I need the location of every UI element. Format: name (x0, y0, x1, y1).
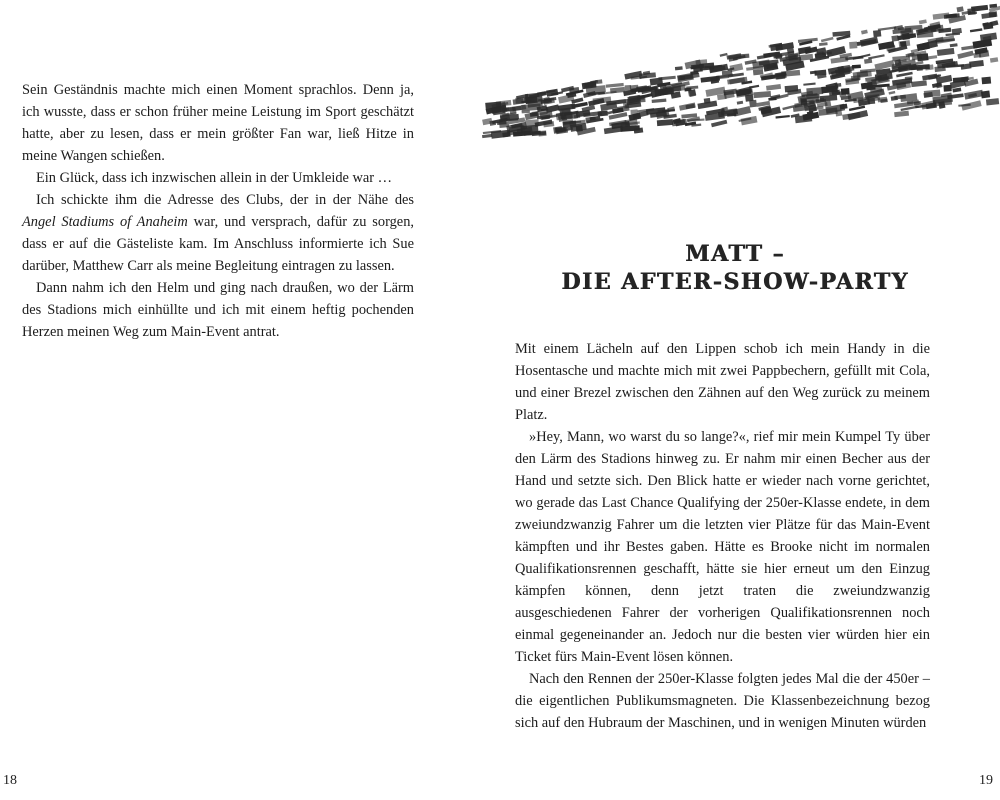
tire-track-mark (921, 100, 936, 109)
tire-track-mark (803, 83, 815, 86)
tire-track-mark (889, 91, 896, 95)
tire-track-mark (675, 66, 683, 70)
tire-track-decoration (462, 0, 1000, 185)
tire-track-mark (896, 72, 913, 78)
tire-track-mark (776, 115, 790, 119)
paragraph: Ein Glück, dass ich inzwischen allein in der Umkleide war … (36, 170, 393, 186)
tire-track-mark (864, 58, 872, 63)
tire-track-mark (546, 89, 558, 97)
tire-track-mark (952, 28, 962, 35)
tire-track-mark (892, 56, 910, 62)
tire-track-mark (499, 121, 509, 128)
tire-track-mark (841, 88, 850, 95)
italic-venue-name: Angel Stadiums of Anaheim (22, 214, 188, 230)
tire-track-mark (964, 90, 983, 100)
tire-track-mark (943, 85, 951, 92)
tire-track-mark (957, 6, 964, 12)
chapter-heading (520, 240, 950, 296)
tire-track-mark (969, 60, 984, 68)
page-number: 18 (3, 773, 17, 788)
tire-track-mark (916, 61, 924, 65)
tire-track-mark (482, 134, 492, 138)
tire-track-mark (957, 51, 973, 59)
tire-track-mark (967, 8, 975, 15)
tire-track-mark (981, 91, 990, 99)
right-page (500, 0, 1000, 800)
tire-track-mark (753, 91, 771, 98)
page-number: 19 (979, 773, 993, 788)
tire-track-mark (933, 13, 950, 20)
tire-track-mark (937, 48, 955, 56)
paragraph: Dann nahm ich den Helm und ging nach draußen, wo der Lärm des Stadions mich einhüllte und ich mit einem heftig pochenden Herzen meinen Weg zum Main-Event antrat. (22, 280, 414, 340)
tire-track-mark (849, 105, 865, 111)
chapter-title-line-2: DIE AFTER-SHOW-PARTY (561, 269, 909, 295)
tire-track-mark (938, 101, 945, 109)
tire-track-mark (990, 57, 998, 63)
tire-track-mark (894, 111, 909, 118)
tire-track-mark (820, 95, 838, 102)
tire-track-mark (819, 42, 828, 46)
tire-track-mark (607, 110, 615, 114)
tire-track-mark (513, 98, 524, 105)
tire-track-mark (911, 80, 927, 87)
tire-track-mark (814, 70, 826, 76)
tire-track-mark (730, 63, 744, 72)
paragraph-text: war, und versprach, dafür zu sorgen, dass er auf die Gästeliste kam. Im Anschluss informierte ich Sue darüber, Matthew Carr als meine Begleitung eintragen zu lassen. (22, 214, 414, 274)
tire-track-mark (806, 87, 823, 95)
tire-track-mark (630, 85, 639, 92)
tire-track-mark (917, 42, 931, 51)
tire-track-mark (982, 77, 992, 85)
tire-track-mark (970, 28, 983, 32)
tire-track-mark (657, 119, 673, 126)
tire-track-mark (766, 84, 781, 91)
paragraph: Nach den Rennen der 250er-Klasse folgten jedes Mal die der 450er – die eigentlichen Publikumsmagneten. Die Klassenbezeichnung bezog sich auf den Hubraum der Maschinen, und in wenigen Minuten würden (515, 671, 930, 731)
tire-track-mark (950, 43, 958, 47)
chapter-title-line-1: MATT – (685, 241, 785, 267)
tire-track-mark (658, 76, 675, 81)
tire-track-mark (665, 84, 685, 92)
tire-track-mark (525, 119, 539, 127)
tire-track-mark (696, 59, 708, 64)
tire-track-mark (848, 110, 869, 120)
tire-track-mark (832, 90, 840, 95)
tire-track-mark (986, 98, 999, 105)
tire-track-mark (749, 85, 759, 89)
tire-track-mark (874, 60, 894, 70)
tire-track-mark (821, 37, 834, 42)
tire-track-mark (576, 125, 583, 132)
right-page-text (515, 338, 930, 734)
tire-track-mark (737, 101, 744, 105)
paragraph: »Hey, Mann, wo warst du so lange?«, rief mir mein Kumpel Ty über den Lärm des Stadions hinweg zu. Er nahm mir einen Becher aus der Hand und setzte sich. Den Blick hatte er wieder nach vorne gerichtet, wo gerade das Last Chance Qualifying der 250er-Klasse endete, in dem zweiundzwanzig Fahrer um die letzten vier Plätze für das Main-Event kämpften und ihr Bestes gaben. Hätte es Brooke nicht im normalen Qualifikationsrennen geschafft, hätte sie hier erneut um den Einzug kämpfen können, denn jetzt traten die zweiundzwanzig ausgeschiedenen Fahrer der vorherigen Qualifikationsrennen noch einmal gegeneinander an. Jedoch nur die besten vier würden hier ein Ticket fürs Main-Event lösen können. (515, 429, 930, 665)
tire-track-mark (973, 39, 993, 49)
tire-track-mark (989, 4, 997, 8)
paragraph: Mit einem Lächeln auf den Lippen schob ich mein Handy in die Hosentasche und machte mich mit zwei Pappbechern, gefüllt mit Cola, und einer Brezel zwischen den Zähnen auf den Weg zurück zu meinem Platz. (515, 341, 930, 423)
tire-track-mark (873, 30, 881, 37)
tire-track-mark (559, 108, 571, 116)
tire-track-mark (952, 88, 961, 93)
tire-track-mark (753, 69, 764, 75)
tire-track-mark (831, 56, 849, 63)
tire-track-mark (733, 106, 751, 117)
tire-track-mark (606, 83, 624, 88)
tire-track-mark (686, 86, 698, 90)
tire-track-mark (973, 52, 981, 57)
left-page-text (22, 79, 414, 343)
tire-track-mark (989, 11, 998, 17)
tire-track-mark (720, 53, 728, 57)
paragraph-text: Ich schickte ihm die Adresse des Clubs, der in der Nähe des (36, 192, 414, 208)
tire-track-mark (849, 41, 857, 48)
tire-track-mark (902, 33, 910, 40)
tire-track-mark (652, 99, 667, 103)
tire-track-mark (919, 19, 927, 24)
tire-track-mark (990, 20, 998, 26)
tire-track-mark (749, 100, 757, 108)
tire-track-mark (711, 120, 727, 127)
paragraph: Sein Geständnis machte mich einen Moment sprachlos. Denn ja, ich wusste, dass er schon früher meine Leistung im Sport geschätzt hatte, aber zu lesen, dass er mein größter Fan war, ließ Hitze in meine Wangen schießen. (22, 82, 414, 164)
tire-track-mark (768, 97, 776, 101)
tire-track-mark (861, 30, 868, 35)
paragraph (22, 189, 414, 277)
tire-track-mark (496, 100, 512, 107)
